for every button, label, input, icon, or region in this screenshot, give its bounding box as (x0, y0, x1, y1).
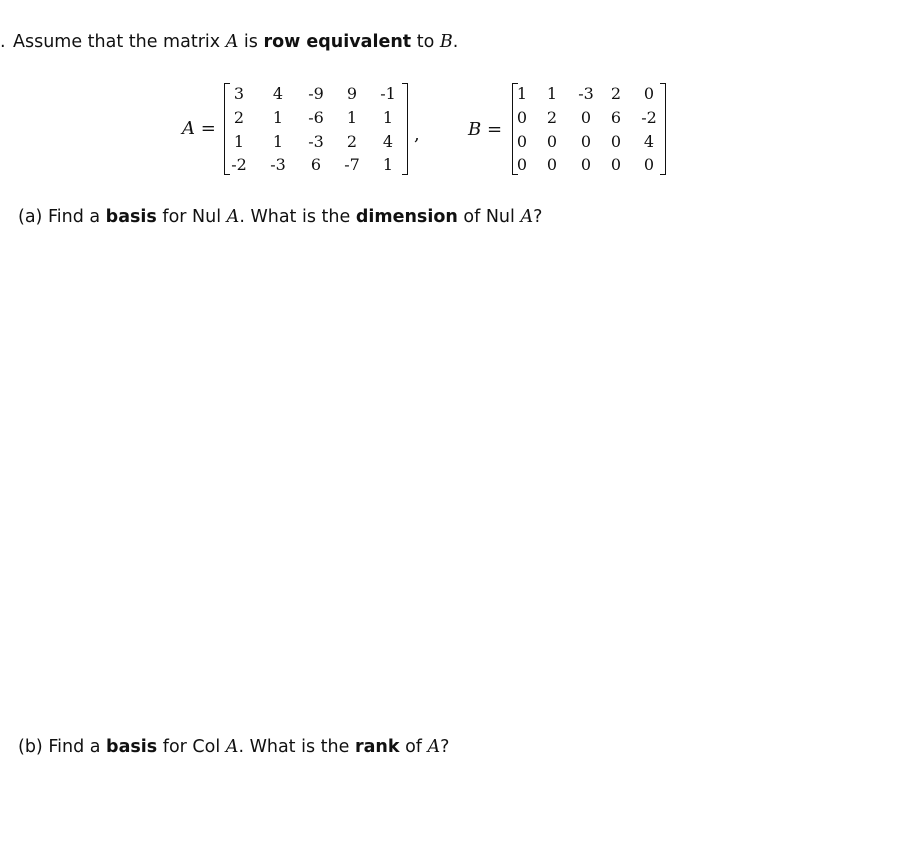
part-b-bold-rank: rank (354, 737, 400, 757)
part-a-text-1: for Nul (162, 207, 222, 227)
matrix-b-cell: 0 (516, 108, 528, 127)
matrix-b-cell: 0 (580, 132, 592, 151)
matrix-a-cell: 6 (310, 155, 322, 174)
intro-text-3: to (416, 32, 435, 52)
matrix-a-cell: -7 (344, 155, 360, 174)
intro-text-2: is (243, 32, 258, 52)
part-a-var-2: A (520, 207, 534, 227)
matrix-a-cell: 2 (233, 108, 245, 127)
matrix-b-cell: 6 (610, 108, 622, 127)
matrix-b-cell: 1 (516, 84, 528, 103)
question-part-b (18, 737, 449, 757)
part-b-var-1: A (225, 737, 239, 757)
matrix-b-cell: -3 (578, 84, 594, 103)
question-part-a (18, 207, 542, 227)
matrix-b-cell: 1 (546, 84, 558, 103)
matrix-b-right-bracket (660, 83, 666, 175)
matrix-b-label: B = (468, 119, 503, 140)
matrix-b-cell: 0 (580, 155, 592, 174)
part-a-end: ? (533, 207, 543, 227)
matrix-a-cell: 1 (382, 155, 394, 174)
part-b-bold-basis: basis (106, 737, 158, 757)
matrix-a (224, 82, 408, 176)
intro-text-1: Assume that the matrix (13, 32, 221, 52)
part-b-text-3: of (405, 737, 422, 757)
matrix-a-cell: -3 (308, 132, 324, 151)
part-b-var-2: A (427, 737, 441, 757)
matrix-b-cell: -2 (641, 108, 657, 127)
matrix-b-cell: 0 (516, 155, 528, 174)
matrix-a-cell: 1 (233, 132, 245, 151)
matrix-a-cell: -2 (231, 155, 247, 174)
intro-var-b: B (439, 32, 453, 52)
matrix-a-cell: 9 (346, 84, 358, 103)
matrix-a-label: A = (182, 118, 216, 139)
part-a-bold-dimension: dimension (355, 207, 458, 227)
matrix-b-cell: 0 (610, 155, 622, 174)
matrix-a-cell: -1 (380, 84, 396, 103)
part-a-var-1: A (226, 207, 240, 227)
matrix-a-cell: 3 (233, 84, 245, 103)
matrix-b-cell: 4 (643, 132, 655, 151)
matrix-a-right-bracket (402, 83, 408, 175)
matrix-a-cell: -6 (308, 108, 324, 127)
problem-number-marker: . (0, 32, 6, 52)
part-b-prefix: (b) Find a (18, 737, 101, 757)
part-b-end: ? (440, 737, 450, 757)
matrix-b-cell: 2 (610, 84, 622, 103)
part-a-text-3: of Nul (463, 207, 515, 227)
matrix-b-cell: 0 (580, 108, 592, 127)
matrix-a-cell: -9 (308, 84, 324, 103)
matrix-b-cell: 0 (516, 132, 528, 151)
part-a-text-2: . What is the (239, 207, 351, 227)
intro-bold-row-equivalent: row equivalent (263, 32, 412, 52)
part-b-text-2: . What is the (238, 737, 350, 757)
matrix-b-cell: 0 (546, 155, 558, 174)
matrix-b-cell: 0 (643, 84, 655, 103)
part-a-prefix: (a) Find a (18, 207, 101, 227)
matrix-a-cell: 1 (346, 108, 358, 127)
matrix-a-cell: 2 (346, 132, 358, 151)
matrix-a-cell: 4 (272, 84, 284, 103)
matrix-separator-comma: , (414, 124, 420, 145)
part-b-text-1: for Col (162, 737, 221, 757)
part-a-bold-basis: basis (105, 207, 157, 227)
matrix-b-cell: 0 (546, 132, 558, 151)
matrix-a-cell: 1 (382, 108, 394, 127)
matrix-b-cell: 0 (643, 155, 655, 174)
problem-intro (13, 32, 458, 52)
intro-period: . (452, 32, 459, 52)
matrix-a-cell: 1 (272, 108, 284, 127)
intro-var-a: A (225, 32, 239, 52)
matrix-a-left-bracket (224, 83, 230, 175)
matrix-a-cell: 1 (272, 132, 284, 151)
matrix-b-cell: 2 (546, 108, 558, 127)
matrix-b-cell: 0 (610, 132, 622, 151)
matrix-a-cell: 4 (382, 132, 394, 151)
matrix-b (512, 82, 666, 176)
matrix-a-cell: -3 (270, 155, 286, 174)
